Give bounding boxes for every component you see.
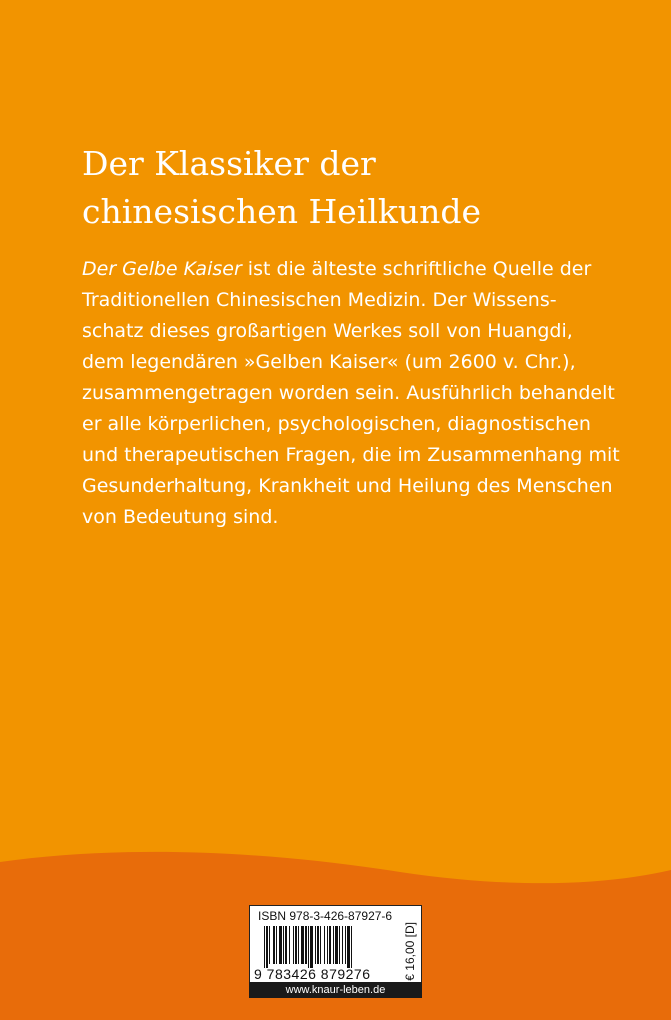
barcode-bar: [293, 926, 294, 964]
book-title-italic: Der Gelbe Kaiser: [82, 258, 242, 280]
heading-line-1: Der Klassiker der: [82, 144, 376, 183]
heading-line-2: chinesischen Heilkunde: [82, 192, 482, 231]
barcode-bar: [339, 926, 340, 964]
blurb-line-3: schatz dieses großartigen Werkes soll von Huangdi,: [82, 320, 573, 342]
barcode-bar: [283, 926, 284, 964]
barcode-bar: [266, 926, 268, 968]
barcode-bar: [310, 926, 313, 968]
barcode-bar: [295, 926, 297, 964]
barcode-bar: [335, 926, 338, 964]
barcode-bar: [276, 926, 277, 964]
barcode-bar: [298, 926, 299, 964]
barcode-bar: [289, 926, 290, 964]
barcode-bar: [320, 926, 321, 964]
blurb-line-1-rest: ist die älteste schriftliche Quelle der: [241, 258, 592, 280]
blurb-line-6: er alle körperlichen, psychologischen, diagnostischen: [82, 413, 591, 435]
barcode-digits: 9 783426 879276: [254, 966, 371, 982]
blurb-line-5: zusammengetragen worden sein. Ausführlich behandelt: [82, 382, 615, 404]
barcode-bar: [333, 926, 334, 964]
barcode-bar: [305, 926, 307, 964]
blurb-line-2: Traditionellen Chinesischen Medizin. Der Wissens-: [82, 289, 557, 311]
barcode-bar: [342, 926, 343, 964]
barcode-bar: [269, 926, 270, 964]
barcode-bar: [264, 926, 265, 968]
barcode-bar: [301, 926, 304, 964]
barcode-bar: [315, 926, 316, 964]
barcode-bar: [273, 926, 275, 964]
isbn-text: ISBN 978-3-426-87927-6: [258, 909, 393, 923]
barcode-bar: [279, 926, 282, 964]
blurb-line-8: Gesunderhaltung, Krankheit und Heilung des Menschen: [82, 475, 613, 497]
price-label: € 16,00 [D]: [403, 922, 417, 981]
barcode-bar: [324, 926, 325, 964]
publisher-url: www.knaur-leben.de: [249, 982, 422, 998]
blurb-line-9: von Bedeutung sind.: [82, 506, 279, 528]
blurb-line-1: [82, 254, 622, 285]
barcode-bar: [329, 926, 331, 964]
blurb-line-4: dem legendären »Gelben Kaiser« (um 2600 v. Chr.),: [82, 351, 576, 373]
barcode-bar: [345, 926, 346, 964]
barcode-bar: [317, 926, 319, 964]
barcode-bar: [351, 926, 352, 968]
barcode-bar: [347, 926, 350, 968]
barcode-bar: [327, 926, 328, 964]
cover-blurb: [82, 254, 622, 533]
barcode-bar: [285, 926, 287, 964]
barcode-bars: [264, 926, 394, 968]
blurb-line-7: und therapeutischen Fragen, die im Zusammenhang mit: [82, 444, 620, 466]
cover-heading: [82, 140, 622, 236]
barcode-bar: [308, 926, 309, 968]
